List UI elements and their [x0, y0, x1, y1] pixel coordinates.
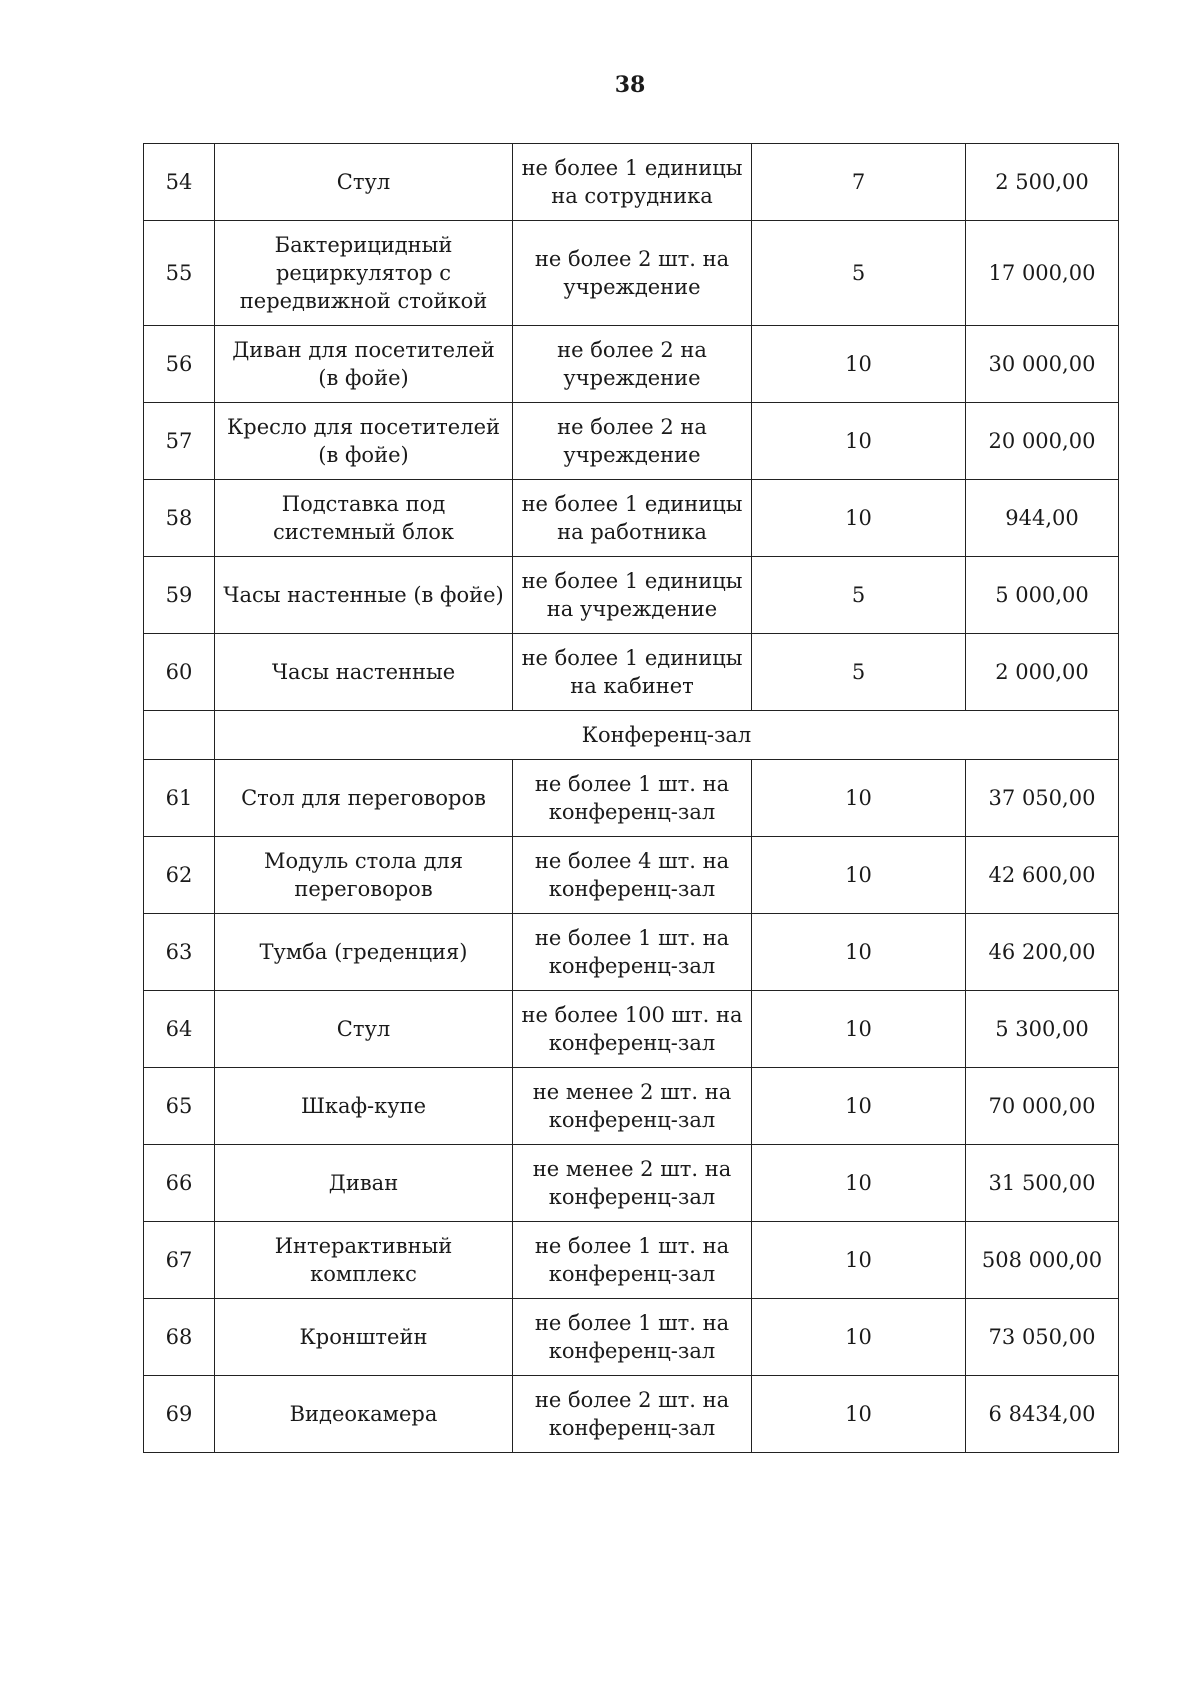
cell-norm: не более 100 шт. на конференц-зал	[513, 991, 752, 1068]
cell-value: 944,00	[966, 480, 1119, 557]
norms-table	[143, 143, 1119, 1453]
cell-term: 10	[752, 403, 966, 480]
cell-value: 73 050,00	[966, 1299, 1119, 1376]
cell-value: 6 8434,00	[966, 1376, 1119, 1453]
cell-norm: не более 1 единицы на сотрудника	[513, 144, 752, 221]
table-row	[144, 221, 1119, 326]
cell-value: 2 500,00	[966, 144, 1119, 221]
cell-term: 10	[752, 326, 966, 403]
cell-term: 10	[752, 991, 966, 1068]
table-row	[144, 1145, 1119, 1222]
cell-item-name: Бактерицидный рециркулятор с передвижной стойкой	[215, 221, 513, 326]
cell-number: 56	[144, 326, 215, 403]
table-row	[144, 326, 1119, 403]
norms-table-body	[144, 144, 1119, 1453]
cell-norm: не более 4 шт. на конференц-зал	[513, 837, 752, 914]
cell-item-name: Видеокамера	[215, 1376, 513, 1453]
cell-norm: не более 2 шт. на конференц-зал	[513, 1376, 752, 1453]
cell-term: 5	[752, 557, 966, 634]
cell-term: 10	[752, 1376, 966, 1453]
table-row	[144, 1222, 1119, 1299]
cell-number: 57	[144, 403, 215, 480]
table-row	[144, 557, 1119, 634]
cell-value: 20 000,00	[966, 403, 1119, 480]
cell-value: 5 300,00	[966, 991, 1119, 1068]
cell-norm: не более 1 единицы на кабинет	[513, 634, 752, 711]
cell-number: 62	[144, 837, 215, 914]
cell-norm: не более 2 на учреждение	[513, 326, 752, 403]
cell-term: 10	[752, 914, 966, 991]
cell-value: 31 500,00	[966, 1145, 1119, 1222]
cell-number: 60	[144, 634, 215, 711]
cell-item-name: Стул	[215, 991, 513, 1068]
cell-number: 65	[144, 1068, 215, 1145]
cell-number: 68	[144, 1299, 215, 1376]
cell-norm: не менее 2 шт. на конференц-зал	[513, 1068, 752, 1145]
cell-term: 7	[752, 144, 966, 221]
cell-value: 42 600,00	[966, 837, 1119, 914]
section-header-row	[144, 711, 1119, 760]
cell-term: 10	[752, 760, 966, 837]
cell-norm: не более 1 шт. на конференц-зал	[513, 1299, 752, 1376]
cell-term: 10	[752, 1299, 966, 1376]
cell-item-name: Тумба (греденция)	[215, 914, 513, 991]
cell-number: 69	[144, 1376, 215, 1453]
table-row	[144, 760, 1119, 837]
table-row	[144, 837, 1119, 914]
cell-term: 10	[752, 837, 966, 914]
cell-item-name: Интерактивный комплекс	[215, 1222, 513, 1299]
cell-number: 66	[144, 1145, 215, 1222]
cell-term: 5	[752, 634, 966, 711]
cell-norm: не менее 2 шт. на конференц-зал	[513, 1145, 752, 1222]
cell-norm: не более 1 шт. на конференц-зал	[513, 1222, 752, 1299]
cell-term: 10	[752, 1145, 966, 1222]
cell-item-name: Кресло для посетителей (в фойе)	[215, 403, 513, 480]
cell-norm: не более 1 единицы на учреждение	[513, 557, 752, 634]
section-header-empty-cell	[144, 711, 215, 760]
table-row	[144, 403, 1119, 480]
cell-item-name: Стул	[215, 144, 513, 221]
cell-value: 46 200,00	[966, 914, 1119, 991]
section-title: Конференц-зал	[215, 711, 1119, 760]
cell-value: 5 000,00	[966, 557, 1119, 634]
table-row	[144, 480, 1119, 557]
table-row	[144, 914, 1119, 991]
cell-value: 37 050,00	[966, 760, 1119, 837]
cell-item-name: Модуль стола для переговоров	[215, 837, 513, 914]
cell-number: 61	[144, 760, 215, 837]
table-row	[144, 991, 1119, 1068]
cell-number: 58	[144, 480, 215, 557]
table-row	[144, 144, 1119, 221]
cell-item-name: Подставка под системный блок	[215, 480, 513, 557]
cell-value: 508 000,00	[966, 1222, 1119, 1299]
cell-term: 10	[752, 1222, 966, 1299]
cell-norm: не более 1 единицы на работника	[513, 480, 752, 557]
cell-item-name: Кронштейн	[215, 1299, 513, 1376]
cell-item-name: Диван	[215, 1145, 513, 1222]
cell-item-name: Часы настенные	[215, 634, 513, 711]
cell-norm: не более 1 шт. на конференц-зал	[513, 914, 752, 991]
cell-norm: не более 2 на учреждение	[513, 403, 752, 480]
table-row	[144, 634, 1119, 711]
cell-norm: не более 2 шт. на учреждение	[513, 221, 752, 326]
cell-term: 10	[752, 1068, 966, 1145]
cell-number: 63	[144, 914, 215, 991]
table-row	[144, 1376, 1119, 1453]
cell-term: 5	[752, 221, 966, 326]
cell-value: 2 000,00	[966, 634, 1119, 711]
cell-item-name: Часы настенные (в фойе)	[215, 557, 513, 634]
cell-term: 10	[752, 480, 966, 557]
cell-number: 59	[144, 557, 215, 634]
cell-value: 70 000,00	[966, 1068, 1119, 1145]
cell-item-name: Диван для посетителей (в фойе)	[215, 326, 513, 403]
cell-item-name: Стол для переговоров	[215, 760, 513, 837]
table-row	[144, 1068, 1119, 1145]
cell-number: 64	[144, 991, 215, 1068]
cell-norm: не более 1 шт. на конференц-зал	[513, 760, 752, 837]
page-number: 38	[614, 72, 646, 98]
cell-number: 67	[144, 1222, 215, 1299]
table-row	[144, 1299, 1119, 1376]
cell-number: 55	[144, 221, 215, 326]
cell-item-name: Шкаф-купе	[215, 1068, 513, 1145]
cell-value: 30 000,00	[966, 326, 1119, 403]
cell-value: 17 000,00	[966, 221, 1119, 326]
cell-number: 54	[144, 144, 215, 221]
